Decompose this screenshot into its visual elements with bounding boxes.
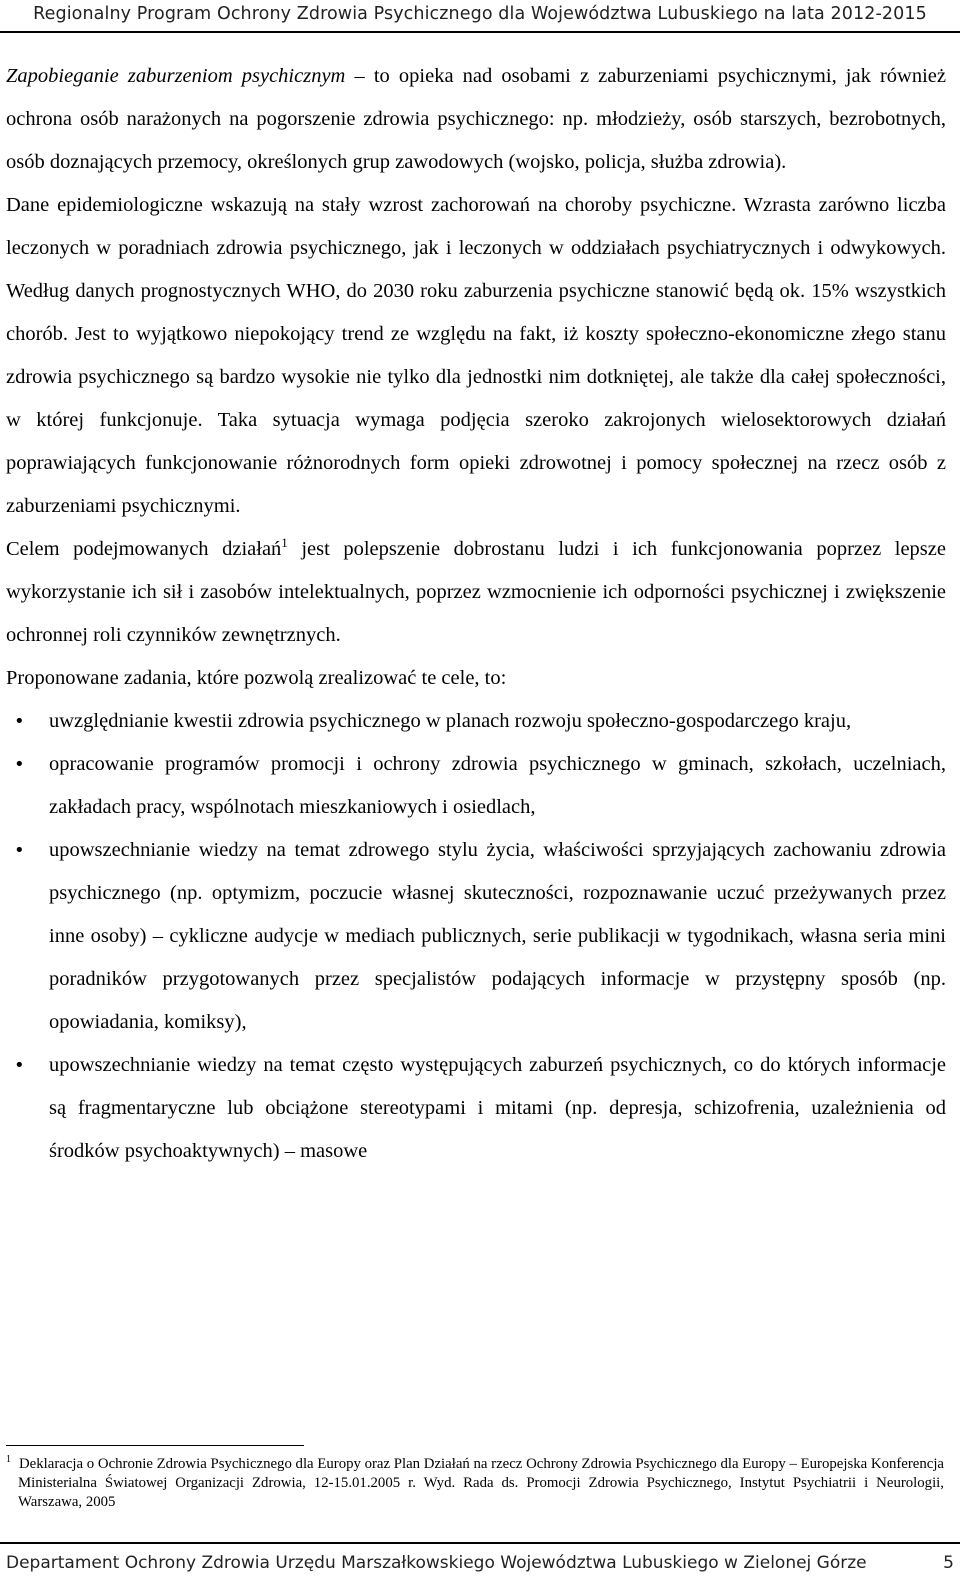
paragraph-epidemiology: Dane epidemiologiczne wskazują na stały wzrost zachorowań na choroby psychiczne. Wzrasta zarówno liczba leczonych w poradniach zdrowia psychicznego, jak i leczonych w oddziałach psychiatrycznych i odwykowych. Według danych prognostycznych WHO, do 2030 roku zaburzenia psychiczne stanowić będą ok. 15% wszystkich chorób. Jest to wyjątkowo niepokojący trend ze względu na fakt, iż koszty społeczno-ekonomiczne złego stanu zdrowia psychicznego są bardzo wysokie nie tylko dla jednostki nim dotkniętej, ale także dla całej społeczności, w której funkcjonuje. Taka sytuacja wymaga podjęcia szeroko zakrojonych wielosektorowych działań poprawiających funkcjonowanie różnorodnych form opieki zdrowotnej i pomocy społecznej na rzecz osób z zaburzeniami psychicznymi. <box>6 194 946 517</box>
italic-term: Zapobieganie zaburzeniom psychicznym <box>6 65 346 87</box>
paragraph-text: – to opieka nad osobami z zaburzeniami psychicznymi, jak również ochrona osób narażonych na pogorszenie zdrowia psychicznego: np. młodzieży, osób starszych, bezrobotnych, osób doznających przemocy, określonych grup zawodowych (wojsko, policja, służba zdrowia). <box>6 65 946 173</box>
list-item-text: upowszechnianie wiedzy na temat często występujących zaburzeń psychicznych, co do których informacje są fragmentaryczne lub obciążone stereotypami i mitami (np. depresja, schizofrenia, uzależnienia od środków psychoaktywnych) – masowe <box>49 1054 946 1162</box>
paragraph-prevention <box>6 55 946 184</box>
document-body <box>6 55 946 1173</box>
bullet-icon: • <box>14 840 25 861</box>
footnote-text: Deklaracja o Ochronie Zdrowia Psychicznego dla Europy oraz Plan Działań na rzecz Ochrony Zdrowia Psychicznego dla Europy – Europejska Konferencja Ministerialna Światowej Organizacji Zdrowia, 12-15.01.2005 r. Wyd. Rada ds. Promocji Zdrowia Psychicznego, Instytut Psychiatrii i Neurologii, Warszawa, 2005 <box>18 1456 944 1510</box>
page-number: 5 <box>943 1553 954 1573</box>
list-item <box>6 743 946 829</box>
paragraph-text: jest polepszenie dobrostanu ludzi i ich funkcjonowania poprzez lepsze wykorzystanie ich sił i zasobów intelektualnych, poprzez wzmocnienie ich odporności psychicznej i zwiększenie ochronnej roli czynników zewnętrznych. <box>6 538 946 646</box>
footnote-entry <box>6 1455 944 1512</box>
footnote <box>6 1455 944 1512</box>
paragraph-goals <box>6 528 946 657</box>
page-footer <box>6 1545 956 1581</box>
task-list <box>6 700 946 1173</box>
paragraph-text: Celem podejmowanych działań <box>6 538 282 560</box>
bullet-icon: • <box>14 1055 25 1076</box>
header-divider <box>0 31 960 33</box>
footnote-divider <box>6 1445 304 1446</box>
list-item <box>6 700 946 743</box>
list-item-text: uwzględnianie kwestii zdrowia psychicznego w planach rozwoju społeczno-gospodarczego kraju, <box>49 710 852 732</box>
paragraph-proposed-tasks: Proponowane zadania, które pozwolą zrealizować te cele, to: <box>6 667 507 689</box>
bullet-icon: • <box>14 711 25 732</box>
list-item <box>6 1044 946 1173</box>
bullet-icon: • <box>14 754 25 775</box>
footer-text: Departament Ochrony Zdrowia Urzędu Marszałkowskiego Województwa Lubuskiego w Zielonej Górze <box>6 1553 867 1573</box>
footer-divider <box>0 1542 960 1544</box>
footnote-reference[interactable]: 1 <box>281 535 288 551</box>
list-item <box>6 829 946 1044</box>
page-header: Regionalny Program Ochrony Zdrowia Psychicznego dla Województwa Lubuskiego na lata 2012-2015 <box>33 4 927 24</box>
list-item-text: upowszechnianie wiedzy na temat zdrowego stylu życia, właściwości sprzyjających zachowaniu zdrowia psychicznego (np. optymizm, poczucie własnej skuteczności, rozpoznawanie uczuć przeżywanych przez inne osoby) – cykliczne audycje w mediach publicznych, serie publikacji w tygodnikach, własna seria mini poradników przygotowanych przez specjalistów podających informacje w przystępny sposób (np. opowiadania, komiksy), <box>49 839 946 1033</box>
footnote-number: 1 <box>6 1454 11 1466</box>
list-item-text: opracowanie programów promocji i ochrony zdrowia psychicznego w gminach, szkołach, uczelniach, zakładach pracy, wspólnotach mieszkaniowych i osiedlach, <box>49 753 946 818</box>
